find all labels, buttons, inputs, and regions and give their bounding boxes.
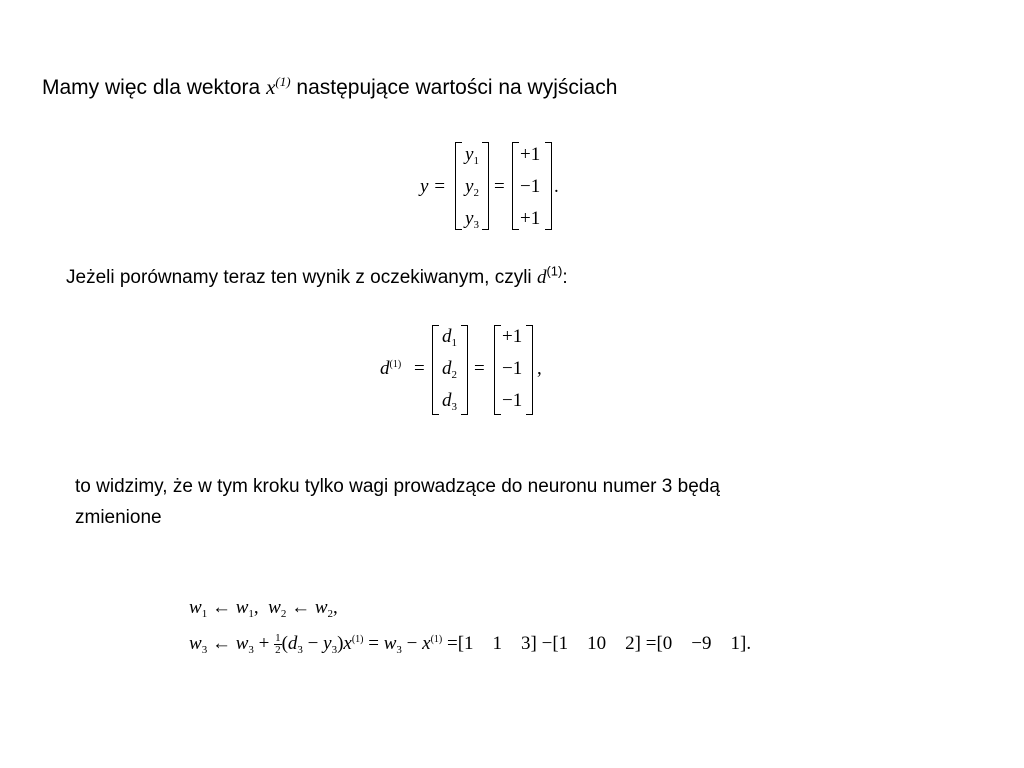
rhs-minus: − [406,633,418,654]
matrix-d-entry-1: $d_1$ [442,326,457,349]
matrix-d-entry-2: $d_2$ [442,358,457,381]
matrix-y-entry-2: $y_2$ [465,176,479,199]
matrix-d-right-bracket [461,325,468,415]
assign-arrow-3: ← [211,633,231,654]
matrix-y-entry-1: $y_1$ [465,144,479,167]
update-rule-w3 [189,633,751,656]
weight-w2: $w_2$ [268,597,287,620]
term-d3: $d_3$ [287,633,303,656]
weight-w3: $w_3$ [189,633,208,656]
intro-text-before: Mamy więc dla wektora [42,76,267,99]
term-x1-rhs: $x^{(1)}$ [422,633,443,654]
close-paren: ) [337,633,344,654]
weight-w1-old: $w_1$ [235,597,254,620]
vector-w3: [1 1 3] [457,633,537,654]
matrix-d-values-left-bracket [494,325,501,415]
fraction-half: $\frac{1}{2}$ [275,632,281,657]
term-x1: $x^{(1)}$ [343,633,364,654]
equation-d-lhs: $d^{(1)}$ [380,358,402,379]
equals-3: = [645,633,657,654]
matrix-y-value-3: +1 [520,208,541,229]
equation-d-lhs-equals: = [414,358,425,379]
matrix-y-value-2: −1 [520,176,541,197]
vector-d-superscript: (1) [546,263,563,279]
assign-arrow-1: ← [211,597,231,618]
equation-d-end: , [537,358,542,379]
vector-x-symbol: x [266,75,276,99]
rhs-minus-2: − [541,633,553,654]
weight-w3-old: $w_3$ [235,633,254,656]
equals-2: = [447,633,458,654]
separator-comma: , [253,597,259,618]
weight-w1: $w_1$ [189,597,208,620]
equation-d-equals: = [474,358,485,379]
term-y3: $y_3$ [323,633,338,656]
matrix-d-left-bracket [432,325,439,415]
matrix-y-entry-3: $y_3$ [465,208,479,231]
intro-text-after: następujące wartości na wyjściach [290,76,618,99]
update1-end: , [333,597,338,618]
matrix-d-value-2: −1 [502,358,523,379]
matrix-y-value-1: +1 [520,144,541,165]
comparison-text-after: : [562,267,568,288]
weight-w3-rhs: $w_3$ [383,633,402,656]
matrix-d-values-right-bracket [526,325,533,415]
equation-y-equals: = [494,176,505,197]
conclusion-line-2: zmienione [75,507,162,528]
matrix-d-value-1: +1 [502,326,523,347]
vector-result: [0 −9 1]. [656,633,752,654]
open-paren: ( [281,633,288,654]
minus-sign: − [307,633,319,654]
vector-x1: [1 10 2] [552,633,641,654]
matrix-d-value-3: −1 [502,390,523,411]
conclusion-line-1: to widzimy, że w tym kroku tylko wagi prowadzące do neuronu numer 3 będą [75,476,720,497]
vector-d-symbol: d [536,267,547,288]
equals-1: = [368,633,379,654]
update-rule-unchanged [189,597,338,620]
vector-x-superscript: (1) [275,74,291,89]
comparison-text-before: Jeżeli porównamy teraz ten wynik z oczekiwanym, czyli [66,267,537,288]
assign-arrow-2: ← [291,597,311,618]
weight-w2-old: $w_2$ [314,597,333,620]
equation-y-lhs: y = [420,176,447,197]
plus-sign: + [258,633,270,654]
equation-y-end: . [554,176,559,197]
matrix-d-entry-3: $d_3$ [442,390,457,413]
